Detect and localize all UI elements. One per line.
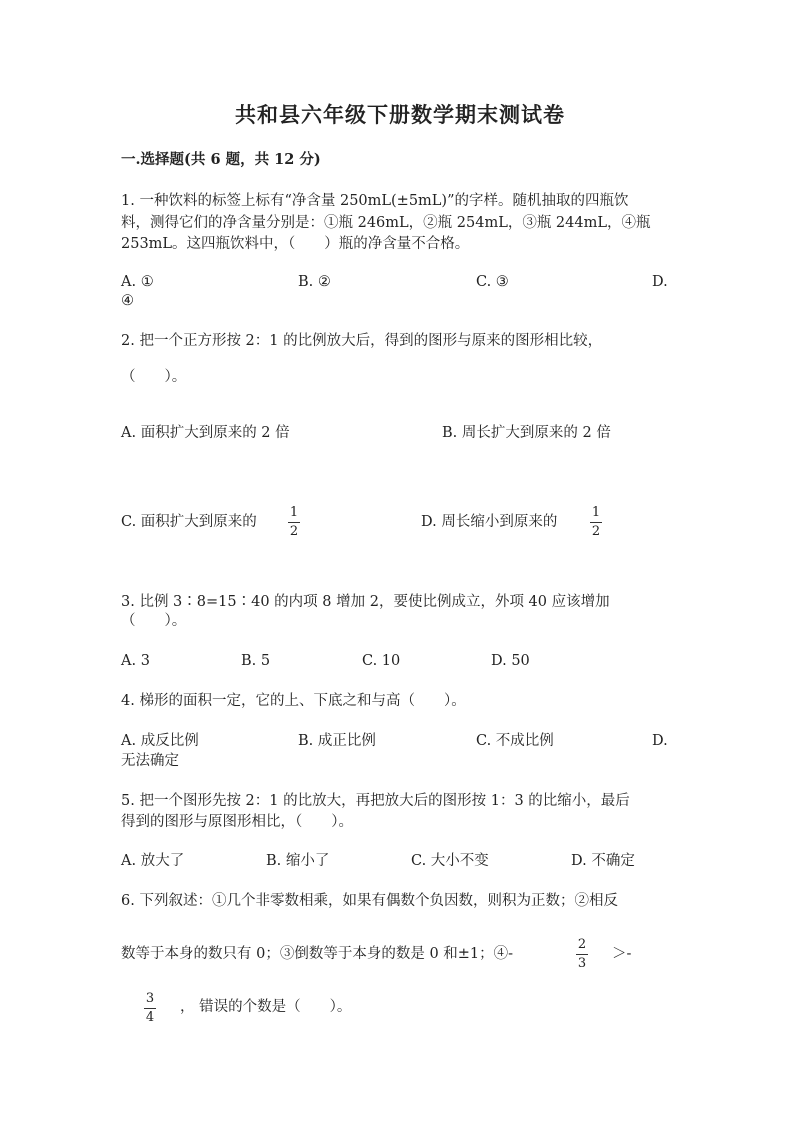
q2-option-c[interactable]: C. 面积扩大到原来的 [121, 514, 257, 530]
q2-option-b[interactable]: B. 周长扩大到原来的 2 倍 [442, 425, 611, 441]
q6-fraction-1 [576, 937, 588, 972]
page-title: 共和县六年级下册数学期末测试卷 [235, 102, 565, 127]
q1-option-d-text: ④ [121, 293, 134, 309]
fraction-numerator: 1 [289, 505, 299, 520]
fraction-numerator: 1 [591, 505, 601, 520]
question-2-line-1: 2. 把一个正方形按 2：1 的比例放大后，得到的图形与原来的图形相比较， [121, 333, 603, 349]
section-heading: 一.选择题(共 6 题，共 12 分) [121, 151, 321, 168]
question-5-line-1: 5. 把一个图形先按 2：1 的比放大，再把放大后的图形按 1：3 的比缩小，最后 [121, 793, 630, 809]
q4-option-b[interactable]: B. 成正比例 [298, 733, 376, 749]
question-1-line-3: 253mL。这四瓶饮料中，（ ）瓶的净含量不合格。 [121, 236, 470, 252]
q5-option-d[interactable]: D. 不确定 [571, 853, 635, 869]
q5-option-b[interactable]: B. 缩小了 [266, 853, 330, 869]
fraction-bar [590, 522, 602, 523]
q1-option-b[interactable]: B. ② [298, 274, 331, 290]
q4-option-c[interactable]: C. 不成比例 [476, 733, 554, 749]
question-5-line-2: 得到的图形与原图形相比，（ ）。 [121, 814, 353, 830]
q4-option-d-text: 无法确定 [121, 753, 179, 769]
question-6-line-1: 6. 下列叙述：①几个非零数相乘，如果有偶数个负因数，则积为正数；②相反 [121, 893, 618, 909]
fraction-numerator: 3 [145, 991, 155, 1006]
q2-option-a[interactable]: A. 面积扩大到原来的 2 倍 [121, 425, 290, 441]
question-2-line-2: （ ）。 [121, 369, 187, 385]
q5-option-a[interactable]: A. 放大了 [121, 853, 185, 869]
question-6-line-3: ， 错误的个数是（ ）。 [180, 999, 352, 1015]
fraction-numerator: 2 [577, 937, 587, 952]
q6-fraction-2 [144, 991, 156, 1026]
fraction-bar [576, 954, 588, 955]
fraction-denominator: 4 [145, 1010, 155, 1025]
q1-option-a[interactable]: A. ① [121, 274, 154, 290]
question-1-line-1: 1. 一种饮料的标签上标有“净含量 250mL(±5mL)”的字样。随机抽取的四瓶饮 [121, 193, 629, 209]
q5-option-c[interactable]: C. 大小不变 [411, 853, 489, 869]
q6-greater-than: ＞- [612, 946, 632, 962]
q3-option-b[interactable]: B. 5 [241, 653, 271, 669]
question-1-line-2: 料，测得它们的净含量分别是：①瓶 246mL，②瓶 254mL，③瓶 244mL，④瓶 [121, 215, 651, 231]
question-3-line-1: 3. 比例 3∶8=15∶40 的内项 8 增加 2，要使比例成立，外项 40 应该增加 [121, 594, 610, 610]
question-6-line-2: 数等于本身的数只有 0；③倒数等于本身的数是 0 和±1；④- [121, 946, 514, 962]
fraction-denominator: 3 [577, 956, 587, 971]
fraction-bar [144, 1008, 156, 1009]
q3-option-a[interactable]: A. 3 [121, 653, 150, 669]
question-4-line-1: 4. 梯形的面积一定，它的上、下底之和与高（ ）。 [121, 693, 466, 709]
question-3-line-2: （ ）。 [121, 613, 187, 629]
fraction-denominator: 2 [289, 524, 299, 539]
fraction-bar [288, 522, 300, 523]
q4-option-d[interactable]: D. [652, 733, 668, 749]
q3-option-c[interactable]: C. 10 [362, 653, 401, 669]
q1-option-d[interactable]: D. [652, 274, 668, 290]
q2-option-c-fraction [288, 505, 300, 540]
fraction-denominator: 2 [591, 524, 601, 539]
q2-option-d[interactable]: D. 周长缩小到原来的 [421, 514, 558, 530]
q2-option-d-fraction [590, 505, 602, 540]
q3-option-d[interactable]: D. 50 [491, 653, 530, 669]
q1-option-c[interactable]: C. ③ [476, 274, 509, 290]
q4-option-a[interactable]: A. 成反比例 [121, 733, 199, 749]
